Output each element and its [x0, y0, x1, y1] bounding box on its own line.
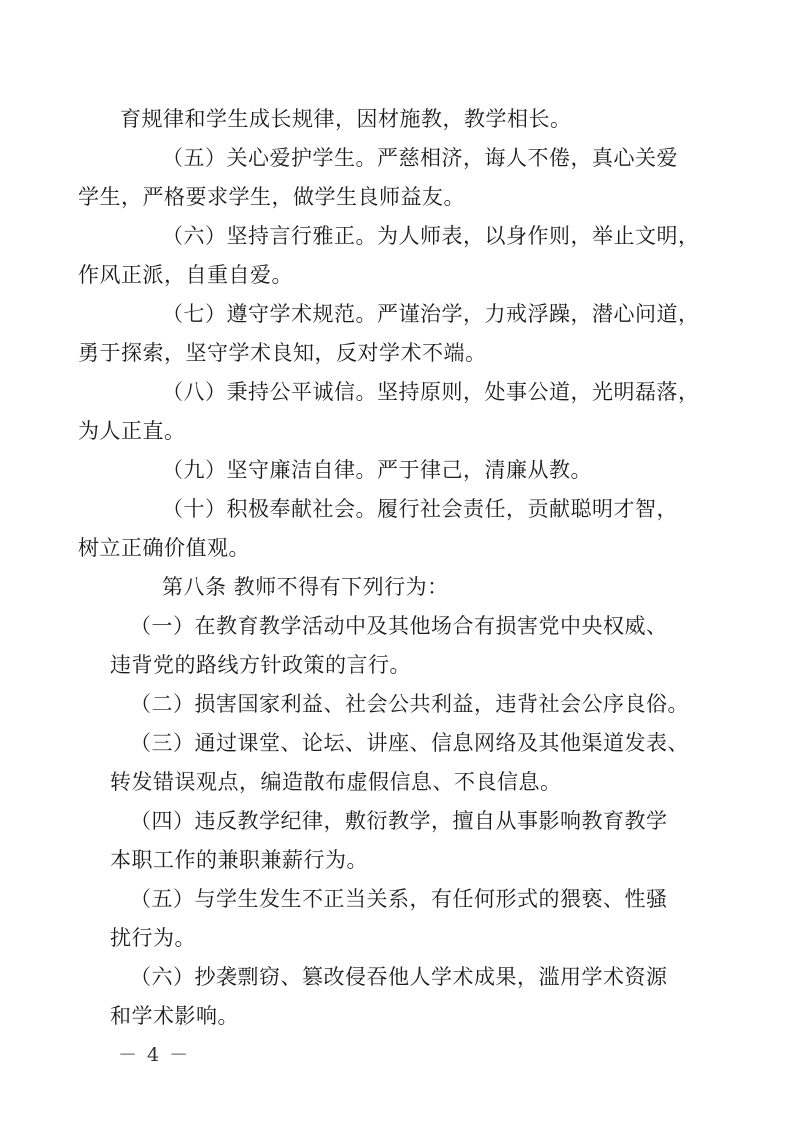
- article-8-heading: 第八条 教师不得有下列行为：: [162, 575, 449, 599]
- paragraph-continuation: 育规律和学生成长规律，因材施教，教学相长。: [120, 107, 572, 131]
- paragraph-item-9: （九）坚守廉洁自律。严于律己，清廉从教。: [162, 458, 592, 482]
- paragraph-item-10: （十）积极奉献社会。履行社会责任，贡献聪明才智， 树立正确价值观。: [78, 497, 678, 560]
- page-number: － 4 －: [118, 1044, 191, 1066]
- paragraph-item-7: （七）遵守学术规范。严谨治学，力戒浮躁，潜心问道， 勇于探索，坚守学术良知，反对学术不端。: [78, 302, 700, 365]
- prohibited-item-4: （四）违反教学纪律，敷衍教学，擅自从事影响教育教学 本职工作的兼职兼薪行为。: [110, 809, 668, 872]
- paragraph-item-6: （六）坚持言行雅正。为人师表，以身作则，举止文明， 作风正派，自重自爱。: [78, 224, 700, 287]
- paragraph-item-5: （五）关心爱护学生。严慈相济，诲人不倦，真心关爱 学生，严格要求学生，做学生良师益友。: [78, 146, 678, 209]
- document-body: [78, 100, 700, 1036]
- prohibited-item-6: （六）抄袭剽窃、篡改侵吞他人学术成果，滥用学术资源 和学术影响。: [110, 965, 668, 1028]
- prohibited-item-2: （二）损害国家利益、社会公共利益，违背社会公序良俗。: [130, 692, 689, 716]
- prohibited-item-1: （一）在教育教学活动中及其他场合有损害党中央权威、 违背党的路线方针政策的言行。: [110, 614, 668, 677]
- prohibited-item-3: （三）通过课堂、论坛、讲座、信息网络及其他渠道发表、 转发错误观点，编造散布虚假信息、不良信息。: [110, 731, 689, 794]
- paragraph-item-8: （八）秉持公平诚信。坚持原则，处事公道，光明磊落， 为人正直。: [78, 380, 700, 443]
- prohibited-item-5: （五）与学生发生不正当关系，有任何形式的猥亵、性骚 扰行为。: [110, 887, 668, 950]
